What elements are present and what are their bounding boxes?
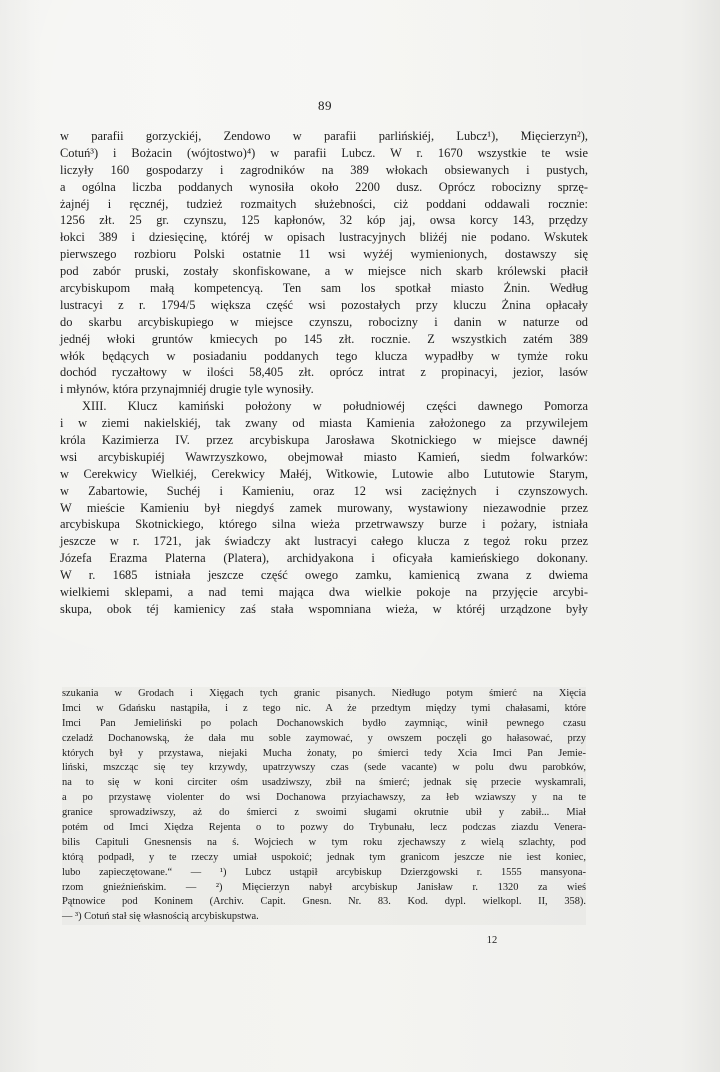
text-line: włók będących w posiadaniu poddanych tego klucza wypadłby w tymże roku xyxy=(60,348,588,363)
footnote-line: Imci w Gdańsku nastąpiła, i z tego nic. A że przedtym między tymi chałasami, które xyxy=(62,702,586,714)
text-line: w Cerekwicy Wielkiéj, Cerekwicy Małéj, Witkowie, Lutowie albo Lututowie Starym, xyxy=(60,466,588,481)
text-line: w parafii gorzyckiéj, Zendowo w parafii parlińskiéj, Lubcz¹), Mięcierzyn²), xyxy=(60,129,588,143)
footnote-line: szukania w Grodach i Xięgach tych granic pisanych. Niedługo potym śmierć na Xięcia xyxy=(62,688,586,699)
footnote-line: granice sprowadziwszy, aż do śmierci z swoimi sługami okrutnie ubił y zabił... Miał xyxy=(62,807,586,819)
text-line: arcybiskupom małą kompetencyą. Ten sam los spotkał miasto Żnin. Według xyxy=(60,281,588,296)
footnote-line: Pątnowice pod Koninem (Archiv. Capit. Gnesn. Nr. 83. Kod. dypl. wielkopl. II, 358). xyxy=(62,896,586,908)
section-heading-line: XIII. Klucz kamiński położony w południowéj części dawnego Pomorza xyxy=(82,399,588,414)
text-line: łokci 389 i dziesięcinę, któréj w opisach lustracyjnych bliżéj nie podano. Wskutek xyxy=(60,230,588,245)
text-line: 1256 złt. 25 gr. czynszu, 125 kapłonów, 32 kóp jaj, owsa korcy 143, przędzy xyxy=(60,213,588,228)
text-line: żajnéj i ręcznéj, tudzież rozmaitych służebności, ciż poddani oddawali rocznie: xyxy=(60,196,588,211)
text-line: W r. 1685 istniała jeszcze część owego zamku, kamienicą zwana z dwiema xyxy=(60,568,588,583)
footnote-line: liński, mszcząc się tey krzywdy, upatrzywszy czas (sede vacante) w polu dwu parobków, xyxy=(62,762,586,774)
text-line: skupa, obok téj kamienicy zaś stała wspomniana wieża, w któréj urządzone były xyxy=(60,601,588,616)
text-line: jeszcze w r. 1721, jak świadczy akt lustracyi całego klucza z tegoż roku przez xyxy=(60,534,588,549)
text-line: pierwszego rozbioru Polski ostatnie 11 wsi wyżéj wymienionych, dostawszy się xyxy=(60,247,588,262)
text-line: i młynów, która przynajmniéj drugie tyle wynosiły. xyxy=(60,382,314,397)
footnote-line: bilis Capituli Gnesnensis na ś. Wojciech w tym roku zjechawszy z wielą szlachty, pod xyxy=(62,836,586,848)
text-line: króla Kazimierza IV. przez arcybiskupa Jarosława Skotnickiego w miejsce dawnéj xyxy=(60,433,588,448)
footnote-line: potém od Imci Xiędza Rejenta o to pozwy do Trybunału, lecz podczas ziazdu Venera- xyxy=(62,822,586,834)
text-line: jednéj włoki gruntów kmiecych po 145 złt. rocznie. Z wszystkich zatém 389 xyxy=(60,331,588,346)
main-text-body xyxy=(60,128,588,618)
footnote-line: Imci Pan Jemieliński po polach Dochanowskich bydło zaymniąc, winił pewnego czasu xyxy=(62,717,586,729)
text-line: w Zabartowie, Suchéj i Kamieniu, oraz 12 wsi zaciężnych i czynszowych. xyxy=(60,483,588,498)
text-line: pod zabór pruski, zostały skonfiskowane, a w miejsce nich skarb królewski płacił xyxy=(60,264,588,279)
text-line: Józefa Erazma Platerna (Platera), archidyakona i oficyała kamieńskiego dokonany. xyxy=(60,551,588,566)
footnote-line: rzom gnieźnieńskim. — ²) Mięcierzyn nabył arcybiskup Janisław r. 1320 za wieś xyxy=(62,881,586,893)
text-line: W mieście Kamieniu był niegdyś zamek murowany, wystawiony niezawodnie przez xyxy=(60,500,588,515)
footnote-line: lubo zapieczętowane.“ — ¹) Lubcz ustąpił arcybiskup Dzierzgowski r. 1555 mansyona- xyxy=(62,866,586,878)
printer-signature: 12 xyxy=(486,935,498,946)
footnote-line: a po przystawę violenter do wsi Dochanowa przyiachawszy, za łeb wziawszy y na te xyxy=(62,792,586,804)
text-line: i w ziemi nakielskiéj, tak zwany od miasta Kamienia założonego za przywilejem xyxy=(60,416,588,431)
footnote-line: — ³) Cotuń stał się własnością arcybiskupstwa. xyxy=(62,911,259,923)
text-line: Cotuń³) i Bożacin (wójtostwo)⁴) w parafii Lubcz. W r. 1670 wszystkie te wsie xyxy=(60,145,588,160)
text-line: liczyły 160 gospodarzy i zagrodników na 389 włokach obsiewanych i pustych, xyxy=(60,162,588,177)
footnote-line: na to się w koni circiter ośm usadziwszy, zbił na śmierć; jednak się przecie wyskamrali, xyxy=(62,777,586,789)
footnote-line: którą podpadł, y te rzeczy umiał uspokoić; jednak tym granicom jeszcze nie iest koniec, xyxy=(62,851,586,863)
page-number: 89 xyxy=(318,98,332,113)
footnote-line: czeladź Dochanowską, że dała mu soble zaymować, y owszem poczęli go hałasować, przy xyxy=(62,732,586,744)
text-line: wielkiemi sklepami, a nad temi mająca dwa wielkie pokoje na przyjęcie arcybi- xyxy=(60,585,588,600)
footnote-line: których był y przystawa, niejaki Mucha żonaty, po śmierci tedy Xcia Imci Pan Jemie- xyxy=(62,747,586,759)
footnotes xyxy=(62,687,586,925)
text-line: lustracyi z r. 1794/5 większa część wsi pozostałych przy kluczu Żnina opłacały xyxy=(60,297,588,312)
text-line: wsi arcybiskupiéj Wawrzyszkowo, obejmował miasto Kamień, siedm folwarków: xyxy=(60,449,588,464)
text-line: arcybiskupa Skotnickiego, którego silna wieża przetrwawszy burze i pożary, istniała xyxy=(60,517,588,532)
text-line: a ogólna liczba poddanych wynosiła około 2200 dusz. Oprócz robocizny sprzę- xyxy=(60,179,588,194)
text-line: dochód ryczałtowy w ilości 58,405 złt. oprócz intrat z propinacyi, jezior, lasów xyxy=(60,365,588,380)
text-line: do skarbu arcybiskupiego w miejsce czynszu, robocizny i danin w naturze od xyxy=(60,314,588,329)
